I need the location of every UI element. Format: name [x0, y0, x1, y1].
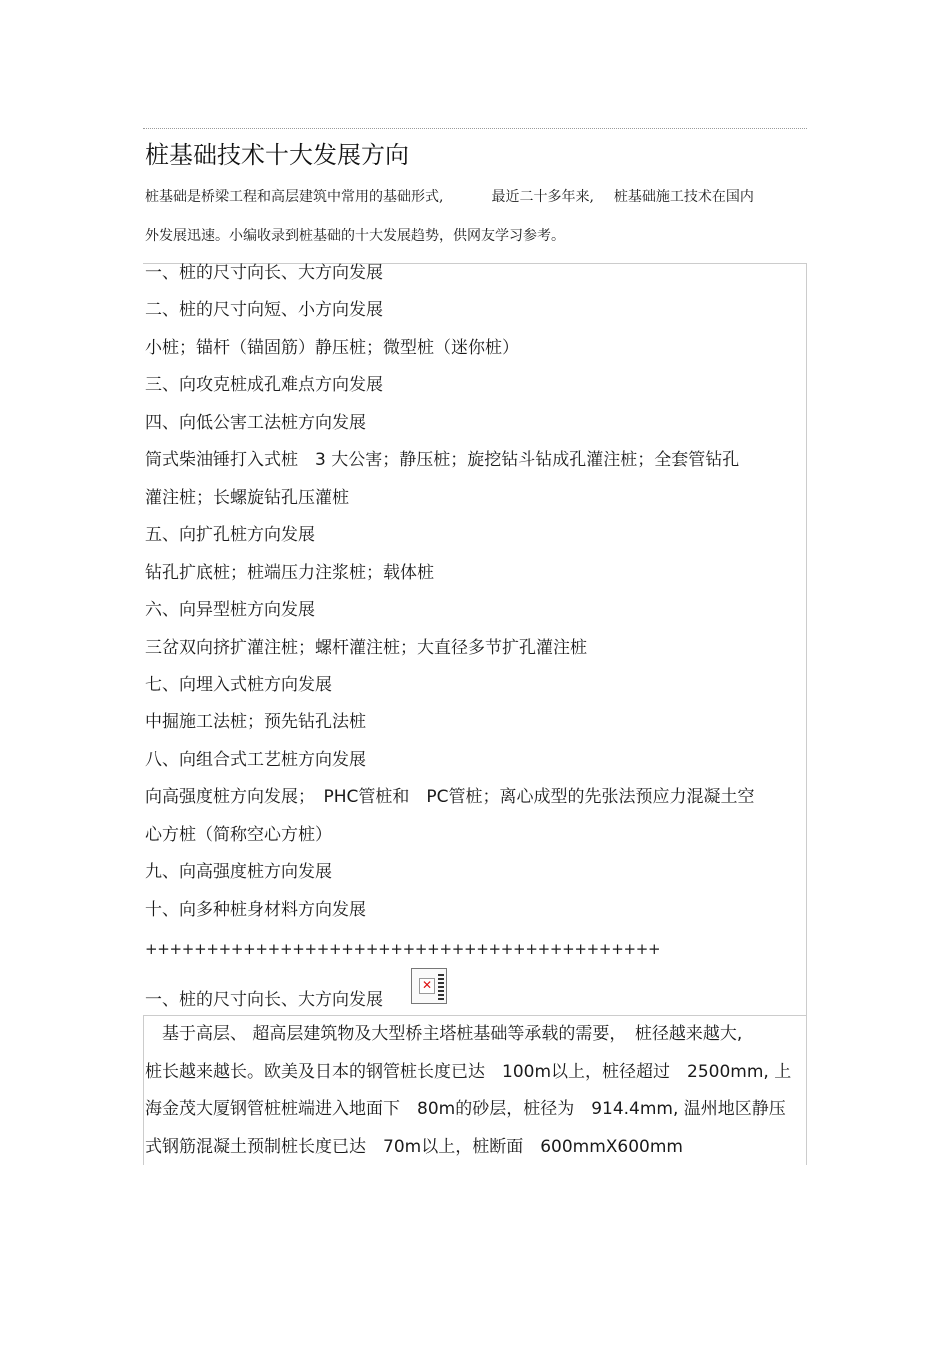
outline-item: 七、向埋入式桩方向发展: [145, 675, 332, 695]
body-box-left-border: [143, 1015, 144, 1165]
intro-part-2: 最近二十多年来,: [491, 189, 594, 205]
broken-image-icon: [411, 968, 447, 1004]
intro-line-1: [145, 187, 754, 207]
plus-separator: ++++++++++++++++++++++++++++++++++++++++++: [145, 940, 661, 958]
page-title: 桩基础技术十大发展方向: [145, 141, 409, 169]
outline-item: 十、向多种桩身材料方向发展: [145, 900, 366, 920]
body-paragraph-line: 桩长越来越长。欧美及日本的钢管桩长度已达 100m以上，桩径超过 2500mm, 上: [145, 1062, 792, 1082]
top-dotted-rule: [143, 128, 807, 129]
body-paragraph-line: 海金茂大厦钢管桩桩端进入地面下 80m的砂层，桩径为 914.4mm, 温州地区静压: [145, 1099, 786, 1119]
outline-item: 筒式柴油锤打入式桩 3 大公害；静压桩；旋挖钻斗钻成孔灌注桩；全套管钻孔: [145, 450, 740, 470]
outline-item: 三岔双向挤扩灌注桩；螺杆灌注桩；大直径多节扩孔灌注桩: [145, 638, 587, 658]
outline-item: 灌注桩；长螺旋钻孔压灌桩: [145, 488, 349, 508]
outline-item: 向高强度桩方向发展； PHC管桩和 PC管桩；离心成型的先张法预应力混凝土空: [145, 787, 755, 807]
body-paragraph-line: 式钢筋混凝土预制桩长度已达 70m以上，桩断面 600mmX600mm: [145, 1137, 683, 1157]
outline-item: 五、向扩孔桩方向发展: [145, 525, 315, 545]
outline-item: 二、桩的尺寸向短、小方向发展: [145, 300, 383, 320]
outline-item: 四、向低公害工法桩方向发展: [145, 413, 366, 433]
outline-box-right-border: [806, 263, 807, 1165]
body-paragraph-line: 基于高层、 超高层建筑物及大型桥主塔桩基础等承载的需要， 桩径越来越大,: [145, 1024, 743, 1044]
body-box-top-border: [143, 1015, 807, 1016]
intro-part-1: 桩基础是桥梁工程和高层建筑中常用的基础形式,: [145, 189, 444, 205]
intro-part-3: 桩基础施工技术在国内: [613, 189, 754, 205]
outline-item: 八、向组合式工艺桩方向发展: [145, 750, 366, 770]
barcode-icon: [438, 974, 444, 1000]
outline-item: 六、向异型桩方向发展: [145, 600, 315, 620]
outline-item: 三、向攻克桩成孔难点方向发展: [145, 375, 383, 395]
close-icon: ✕: [421, 978, 433, 992]
intro-line-2: 外发展迅速。小编收录到桩基础的十大发展趋势，供网友学习参考。: [145, 228, 565, 244]
outline-item: 九、向高强度桩方向发展: [145, 862, 332, 882]
broken-image-frame: [419, 978, 435, 994]
outline-item: 钻孔扩底桩；桩端压力注浆桩；载体桩: [145, 563, 434, 583]
outline-item: 小桩；锚杆（锚固筋）静压桩；微型桩（迷你桩）: [145, 338, 519, 358]
outline-item: 一、桩的尺寸向长、大方向发展: [145, 263, 383, 283]
outline-item: 中掘施工法桩；预先钻孔法桩: [145, 712, 366, 732]
section-1-heading: 一、桩的尺寸向长、大方向发展: [145, 990, 383, 1010]
outline-item: 心方桩（简称空心方桩）: [145, 825, 332, 845]
